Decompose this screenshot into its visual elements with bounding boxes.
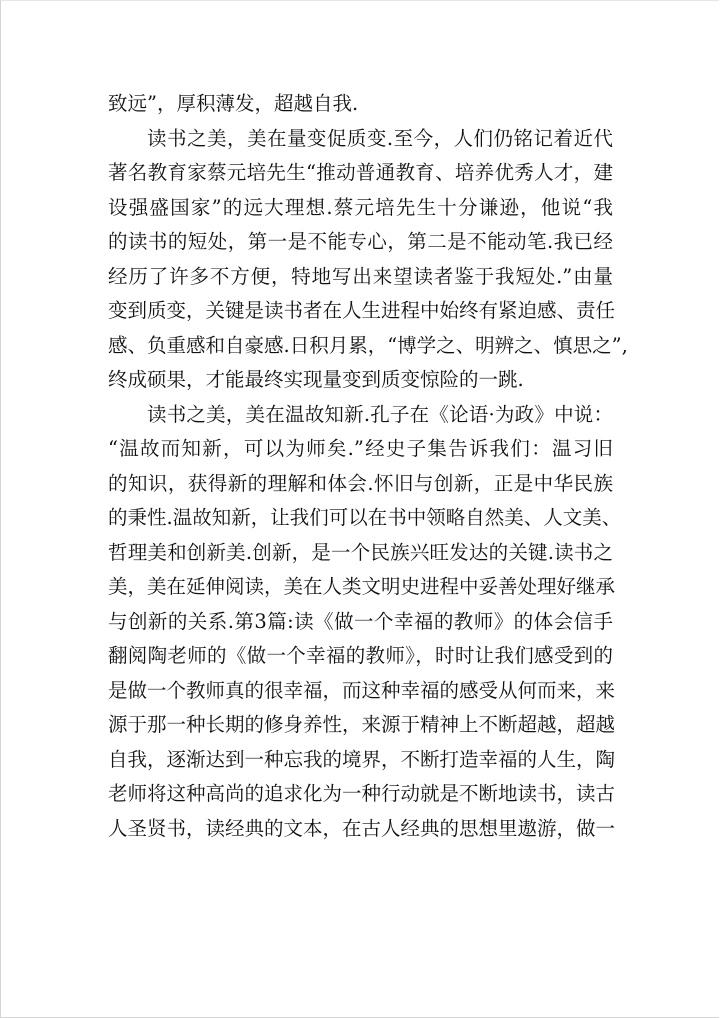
text-line: 经历了许多不方便，特地写出来望读者鉴于我短处.”由量: [108, 264, 613, 288]
text-line: 读书之美，美在温故知新.孔子在《论语·为政》中说：: [147, 402, 613, 426]
text-line: 美，美在延伸阅读，美在人类文明史进程中妥善处理好继承: [108, 575, 616, 598]
text-line: 的秉性.温故知新，让我们可以在书中领略自然美、人文美、: [108, 506, 622, 529]
text-line: 翻阅陶老师的《做一个幸福的教师》，时时让我们感受到的: [108, 644, 613, 667]
text-line: 哲理美和创新美.创新，是一个民族兴旺发达的关键.读书之: [108, 540, 613, 564]
text-line: 终成硕果，才能最终实现量变到质变惊险的一跳.: [108, 368, 524, 391]
text-line: 的知识，获得新的理解和体会.怀旧与创新，正是中华民族: [108, 471, 613, 495]
text-line: 的读书的短处，第一是不能专心，第二是不能动笔.我已经: [108, 230, 613, 253]
text-line: 读书之美，美在量变促质变.至今，人们仍铭记着近代: [147, 126, 613, 150]
text-line: 变到质变，关键是读书者在人生进程中始终有紧迫感、责任: [108, 299, 616, 322]
text-line: 是做一个教师真的很幸福，而这种幸福的感受从何而来，来: [108, 678, 616, 702]
text-line: 感、负重感和自豪感.日积月累，“博学之、明辨之、慎思之”,: [108, 333, 628, 357]
text-line: 源于那一种长期的修身养性，来源于精神上不断超越，超越: [108, 713, 616, 736]
text-line: 自我，逐渐达到一种忘我的境界，不断打造幸福的人生，陶: [108, 747, 616, 771]
text-line: 人圣贤书，读经典的文本，在古人经典的思想里遨游，做一: [108, 816, 616, 840]
text-line: 设强盛国家”的远大理想.蔡元培先生十分谦逊，他说“我: [108, 195, 613, 219]
document-body: [108, 87, 628, 846]
text-line: “温故而知新，可以为师矣.”经史子集告诉我们：温习旧: [108, 437, 613, 460]
text-line: 著名教育家蔡元培先生“推动普通教育、培养优秀人才，建: [108, 161, 613, 184]
text-line: 致远”，厚积薄发，超越自我.: [108, 92, 359, 115]
text-line: 与创新的关系.第3篇:读《做一个幸福的教师》的体会信手: [108, 609, 613, 633]
text-line: 老师将这种高尚的追求化为一种行动就是不断地读书，读古: [108, 782, 616, 805]
